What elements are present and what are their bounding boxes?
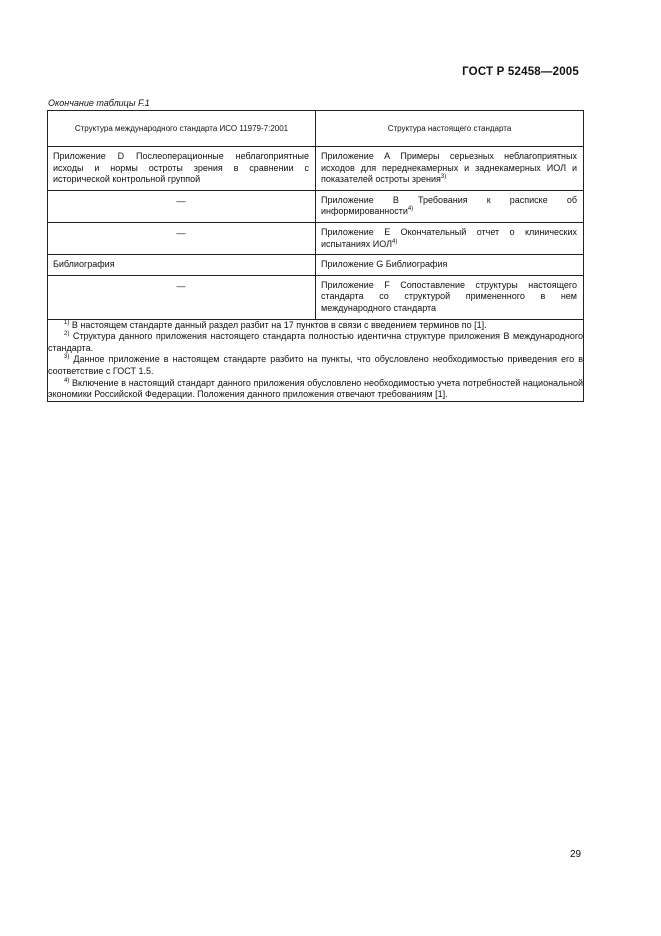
table-cell-left: Библиография <box>48 255 316 276</box>
footnotes-row <box>48 319 584 401</box>
table-cell-left: Приложение D Послеоперационные неблагоприятные исходы и нормы остроты зрения в сравнении с исторической контрольной группой <box>48 147 316 191</box>
table-cell-right: Приложение А Примеры серьезных неблагоприятных исходов для переднекамерных и заднекамерных ИОЛ и показателей остроты зрения$^{3)}$ <box>316 147 584 191</box>
page-number: 29 <box>570 849 582 860</box>
footnotes-cell <box>48 319 584 401</box>
table-row <box>48 275 584 319</box>
footnote: $^{1)}$ В настоящем стандарте данный раздел разбит на 17 пунктов в связи с введением терминов по [1]. <box>64 319 487 330</box>
table-cell-right: Приложение G Библиография <box>316 255 584 276</box>
document-code: ГОСТ Р 52458—2005 <box>462 66 579 78</box>
footnote: $^{2)}$ Структура данного приложения настоящего стандарта полностью идентична структуре приложения В международного стандарта. <box>48 331 583 353</box>
footnote: $^{3)}$ Данное приложение в настоящем стандарте разбито на пункты, что обусловлено необходимостью приведения его в соответствие с ГОСТ 1.5. <box>48 354 583 376</box>
table-cell-right: Приложение F Сопоставление структуры настоящего стандарта со структурой примененного в нем международного стандарта <box>316 275 584 319</box>
table-cell-right: Приложение Е Окончательный отчет о клинических испытаниях ИОЛ$^{4)}$ <box>316 222 584 254</box>
column-header-national: Структура настоящего стандарта <box>316 111 584 147</box>
table-row <box>48 222 584 254</box>
footnote: $^{4)}$ Включение в настоящий стандарт данного приложения обусловлено необходимостью учета потребностей национальной экономики Российской Федерации. Положения данного приложения отвечают требованиям [1]. <box>48 377 583 400</box>
table-header-row <box>48 111 584 147</box>
table-row <box>48 190 584 222</box>
footnote-ref: 3) <box>440 174 447 181</box>
table-row <box>48 255 584 276</box>
footnote-ref: 4) <box>392 238 398 245</box>
table-cell-right: Приложение В Требования к расписке об информированности$^{4)}$ <box>316 190 584 222</box>
table-cell-left: — <box>48 190 316 222</box>
column-header-international: Структура международного стандарта ИСО 11979-7:2001 <box>48 111 316 147</box>
table-cell-left: — <box>48 275 316 319</box>
table-row <box>48 147 584 191</box>
footnote-ref: 4) <box>407 206 414 213</box>
comparison-table <box>47 110 584 402</box>
table-caption: Окончание таблицы F.1 <box>48 98 150 108</box>
table-cell-left: — <box>48 222 316 254</box>
